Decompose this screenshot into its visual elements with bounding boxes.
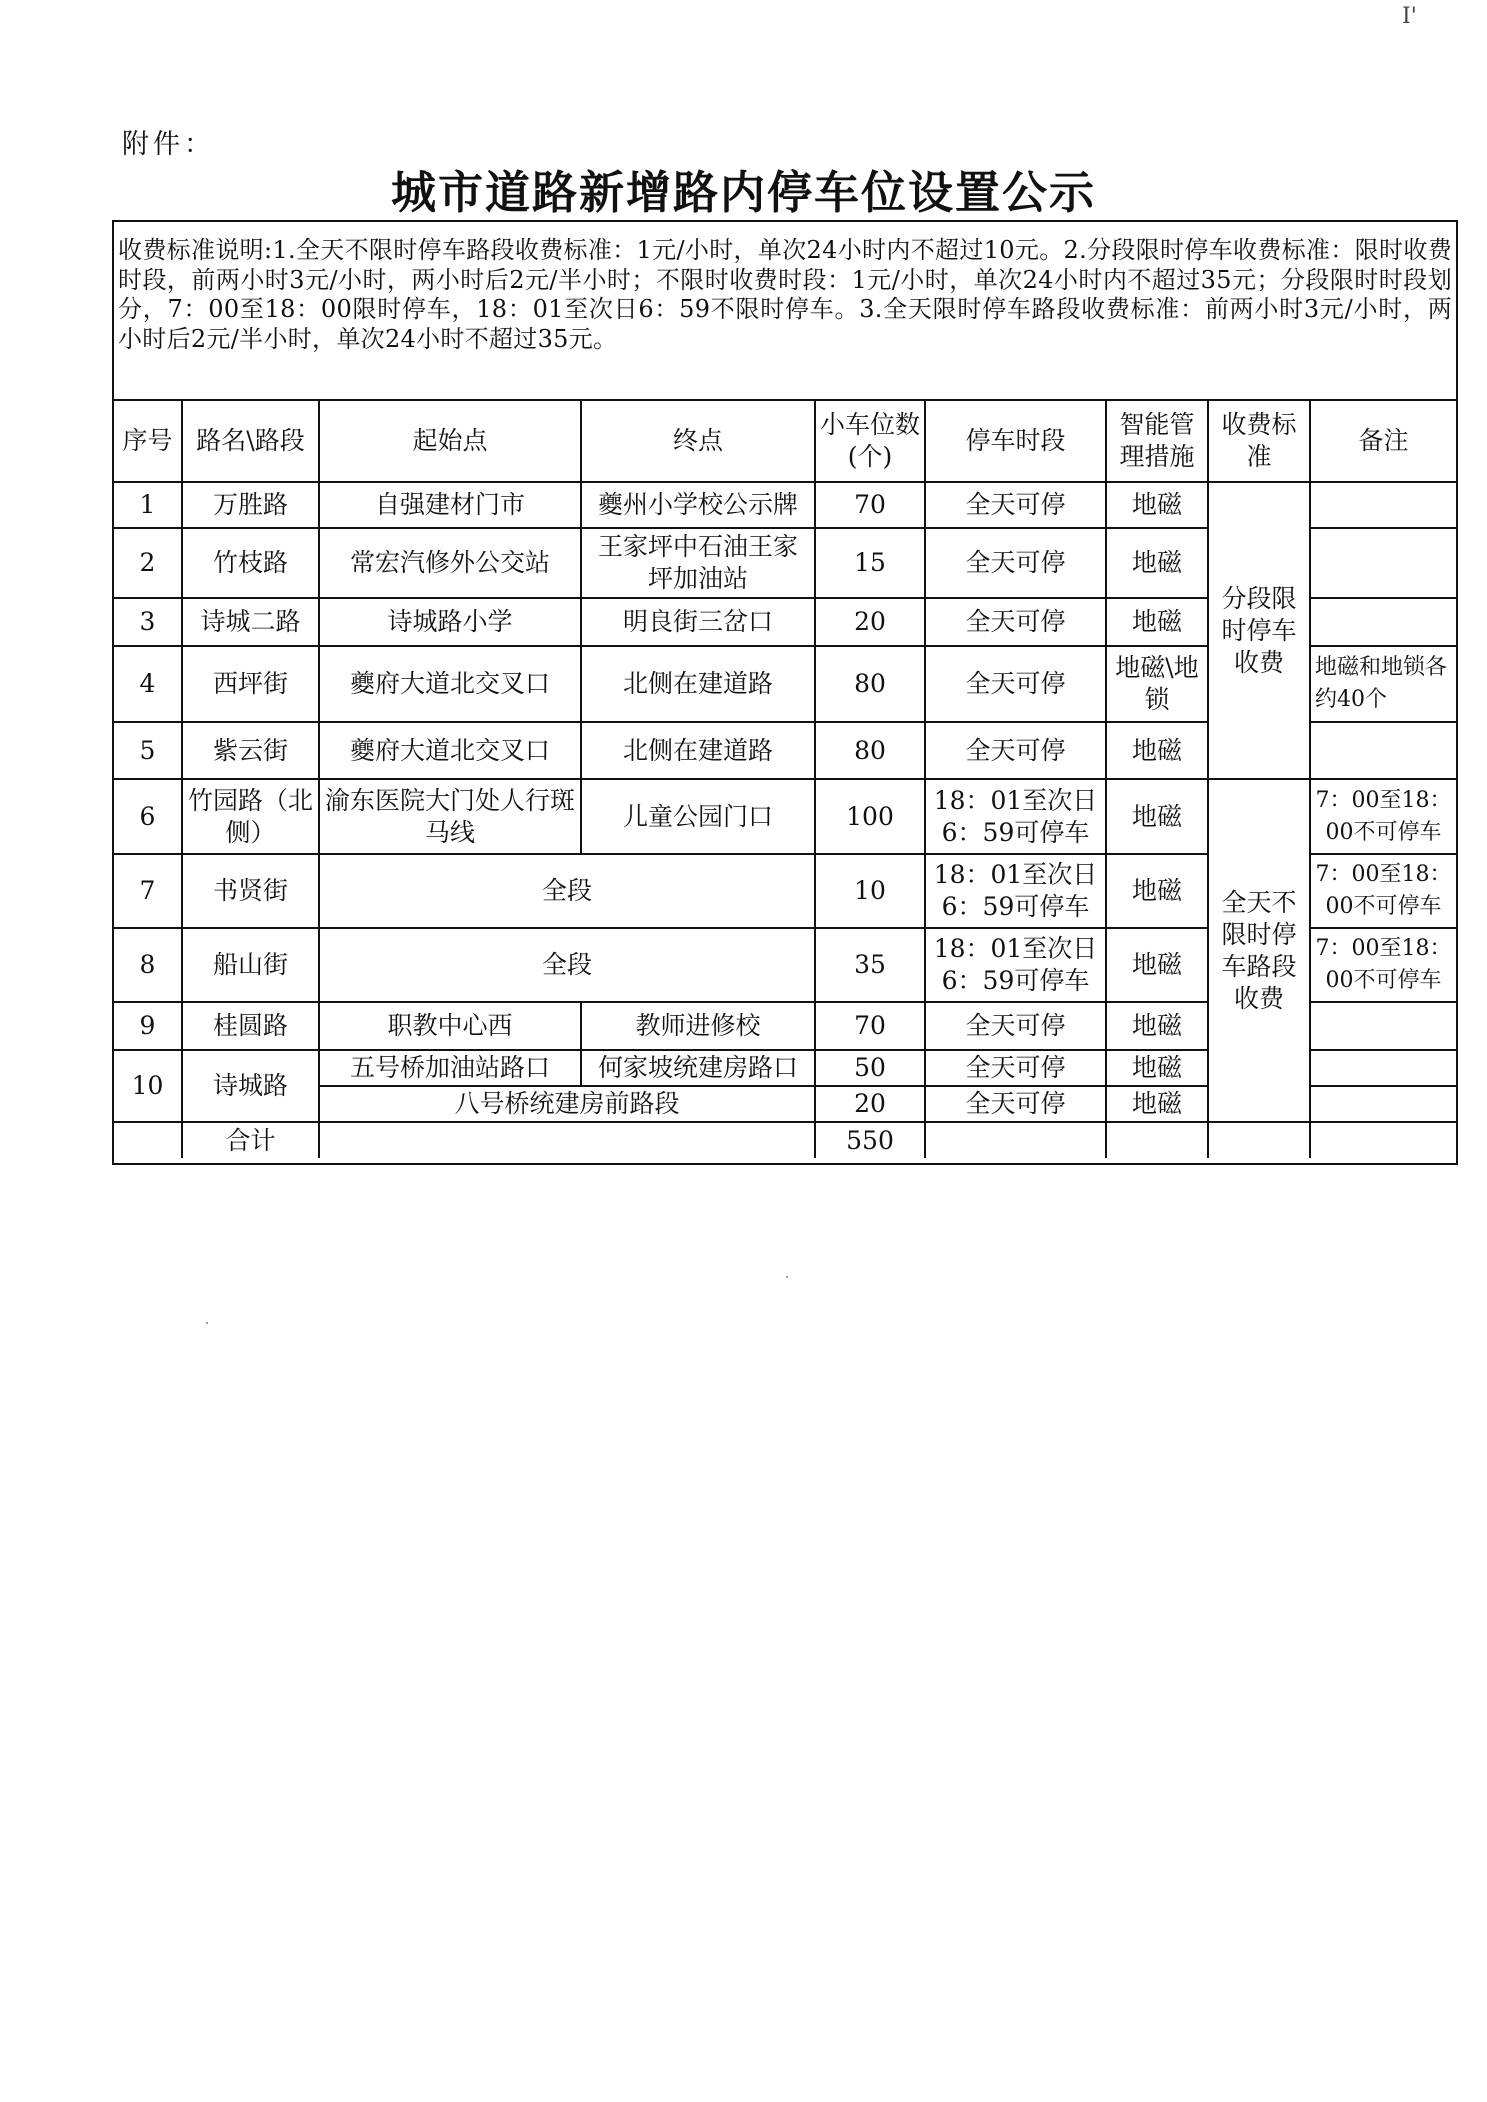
cell-road: 万胜路 — [182, 482, 319, 528]
cell-section: 八号桥统建房前路段 — [319, 1086, 815, 1122]
total-label: 合计 — [182, 1122, 319, 1158]
cell-no: 2 — [114, 528, 182, 598]
header-start: 起始点 — [319, 400, 581, 482]
cell-end: 明良街三岔口 — [581, 598, 815, 646]
cell-end: 儿童公园门口 — [581, 779, 815, 854]
header-end: 终点 — [581, 400, 815, 482]
cell-end: 北侧在建道路 — [581, 646, 815, 722]
cell-spaces: 15 — [815, 528, 925, 598]
cell-smart: 地磁 — [1106, 722, 1208, 779]
cell-empty — [114, 1122, 182, 1158]
cell-road: 诗城路 — [182, 1050, 319, 1122]
cell-smart: 地磁 — [1106, 598, 1208, 646]
cell-period: 全天可停 — [925, 722, 1106, 779]
cell-spaces: 50 — [815, 1050, 925, 1086]
cell-period: 全天可停 — [925, 1086, 1106, 1122]
cell-period: 全天可停 — [925, 1050, 1106, 1086]
cell-spaces: 100 — [815, 779, 925, 854]
cell-end: 教师进修校 — [581, 1002, 815, 1050]
cell-road: 竹枝路 — [182, 528, 319, 598]
cell-period: 全天可停 — [925, 646, 1106, 722]
cell-spaces: 20 — [815, 598, 925, 646]
notice-sheet — [112, 220, 1458, 1165]
cell-remark — [1310, 528, 1456, 598]
cell-start: 五号桥加油站路口 — [319, 1050, 581, 1086]
cell-no: 6 — [114, 779, 182, 854]
cell-start: 渝东医院大门处人行斑马线 — [319, 779, 581, 854]
cell-road: 竹园路（北侧） — [182, 779, 319, 854]
cell-period: 全天可停 — [925, 528, 1106, 598]
cell-remark — [1310, 722, 1456, 779]
cell-road: 西坪街 — [182, 646, 319, 722]
cell-spaces: 10 — [815, 854, 925, 928]
table-row — [114, 779, 1456, 854]
cell-no: 8 — [114, 928, 182, 1002]
cell-remark — [1310, 1086, 1456, 1122]
cell-empty — [1106, 1122, 1208, 1158]
cell-empty — [319, 1122, 815, 1158]
cell-spaces: 80 — [815, 722, 925, 779]
cell-section: 全段 — [319, 854, 815, 928]
cell-smart: 地磁 — [1106, 854, 1208, 928]
cell-empty — [1310, 1122, 1456, 1158]
cell-no: 9 — [114, 1002, 182, 1050]
cell-road: 紫云街 — [182, 722, 319, 779]
cell-no: 1 — [114, 482, 182, 528]
table-header-row — [114, 400, 1456, 482]
header-smart: 智能管理措施 — [1106, 400, 1208, 482]
corner-mark: I' — [1402, 4, 1417, 29]
scan-speck — [206, 1322, 208, 1324]
cell-spaces: 20 — [815, 1086, 925, 1122]
cell-fee-group-b: 全天不限时停车路段收费 — [1208, 779, 1310, 1122]
attachment-label: 附件： — [122, 129, 215, 160]
cell-smart: 地磁 — [1106, 482, 1208, 528]
cell-period: 全天可停 — [925, 482, 1106, 528]
cell-spaces: 70 — [815, 482, 925, 528]
cell-end: 何家坡统建房路口 — [581, 1050, 815, 1086]
cell-spaces: 70 — [815, 1002, 925, 1050]
table-total-row — [114, 1122, 1456, 1158]
cell-remark: 7：00至18：00不可停车 — [1310, 854, 1456, 928]
cell-smart: 地磁 — [1106, 528, 1208, 598]
cell-period: 18：01至次日6：59可停车 — [925, 854, 1106, 928]
cell-road: 桂圆路 — [182, 1002, 319, 1050]
cell-spaces: 80 — [815, 646, 925, 722]
cell-remark — [1310, 1050, 1456, 1086]
cell-remark: 7：00至18：00不可停车 — [1310, 779, 1456, 854]
cell-period: 全天可停 — [925, 1002, 1106, 1050]
table-row — [114, 482, 1456, 528]
page-title: 城市道路新增路内停车位设置公示 — [390, 166, 1096, 219]
cell-smart: 地磁 — [1106, 1050, 1208, 1086]
header-period: 停车时段 — [925, 400, 1106, 482]
cell-road: 船山街 — [182, 928, 319, 1002]
cell-no: 3 — [114, 598, 182, 646]
total-spaces: 550 — [815, 1122, 925, 1158]
cell-road: 诗城二路 — [182, 598, 319, 646]
cell-end: 夔州小学校公示牌 — [581, 482, 815, 528]
cell-end: 北侧在建道路 — [581, 722, 815, 779]
header-spaces: 小车位数(个) — [815, 400, 925, 482]
cell-fee-group-a: 分段限时停车收费 — [1208, 482, 1310, 779]
scan-speck — [786, 1276, 788, 1278]
cell-smart: 地磁\地锁 — [1106, 646, 1208, 722]
cell-remark — [1310, 1002, 1456, 1050]
cell-smart: 地磁 — [1106, 1086, 1208, 1122]
cell-smart: 地磁 — [1106, 928, 1208, 1002]
cell-remark: 7：00至18：00不可停车 — [1310, 928, 1456, 1002]
cell-no: 7 — [114, 854, 182, 928]
parking-table — [114, 399, 1456, 1158]
header-fee: 收费标准 — [1208, 400, 1310, 482]
cell-remark — [1310, 482, 1456, 528]
header-road: 路名\路段 — [182, 400, 319, 482]
cell-road: 书贤街 — [182, 854, 319, 928]
cell-start: 夔府大道北交叉口 — [319, 646, 581, 722]
cell-no: 5 — [114, 722, 182, 779]
cell-spaces: 35 — [815, 928, 925, 1002]
cell-start: 常宏汽修外公交站 — [319, 528, 581, 598]
header-remark: 备注 — [1310, 400, 1456, 482]
cell-empty — [1208, 1122, 1310, 1158]
fee-standard-note: 收费标准说明:1.全天不限时停车路段收费标准：1元/小时，单次24小时内不超过10元。2.分段限时停车收费标准：限时收费时段，前两小时3元/小时，两小时后2元/半小时；不限时收费时段：1元/小时，单次24小时内不超过35元；分段限时时段划分，7：00至18：00限时停车，18：01至次日6：59不限时停车。3.全天限时停车路段收费标准：前两小时3元/小时，两小时后2元/半小时，单次24小时不超过35元。 — [118, 236, 1452, 353]
cell-start: 诗城路小学 — [319, 598, 581, 646]
cell-start: 自强建材门市 — [319, 482, 581, 528]
cell-start: 夔府大道北交叉口 — [319, 722, 581, 779]
cell-smart: 地磁 — [1106, 779, 1208, 854]
cell-section: 全段 — [319, 928, 815, 1002]
cell-remark — [1310, 598, 1456, 646]
cell-smart: 地磁 — [1106, 1002, 1208, 1050]
cell-no: 4 — [114, 646, 182, 722]
cell-empty — [925, 1122, 1106, 1158]
cell-period: 全天可停 — [925, 598, 1106, 646]
cell-period: 18：01至次日6：59可停车 — [925, 779, 1106, 854]
cell-period: 18：01至次日6：59可停车 — [925, 928, 1106, 1002]
header-no: 序号 — [114, 400, 182, 482]
cell-start: 职教中心西 — [319, 1002, 581, 1050]
cell-end: 王家坪中石油王家坪加油站 — [581, 528, 815, 598]
cell-remark: 地磁和地锁各约40个 — [1310, 646, 1456, 722]
cell-no: 10 — [114, 1050, 182, 1122]
